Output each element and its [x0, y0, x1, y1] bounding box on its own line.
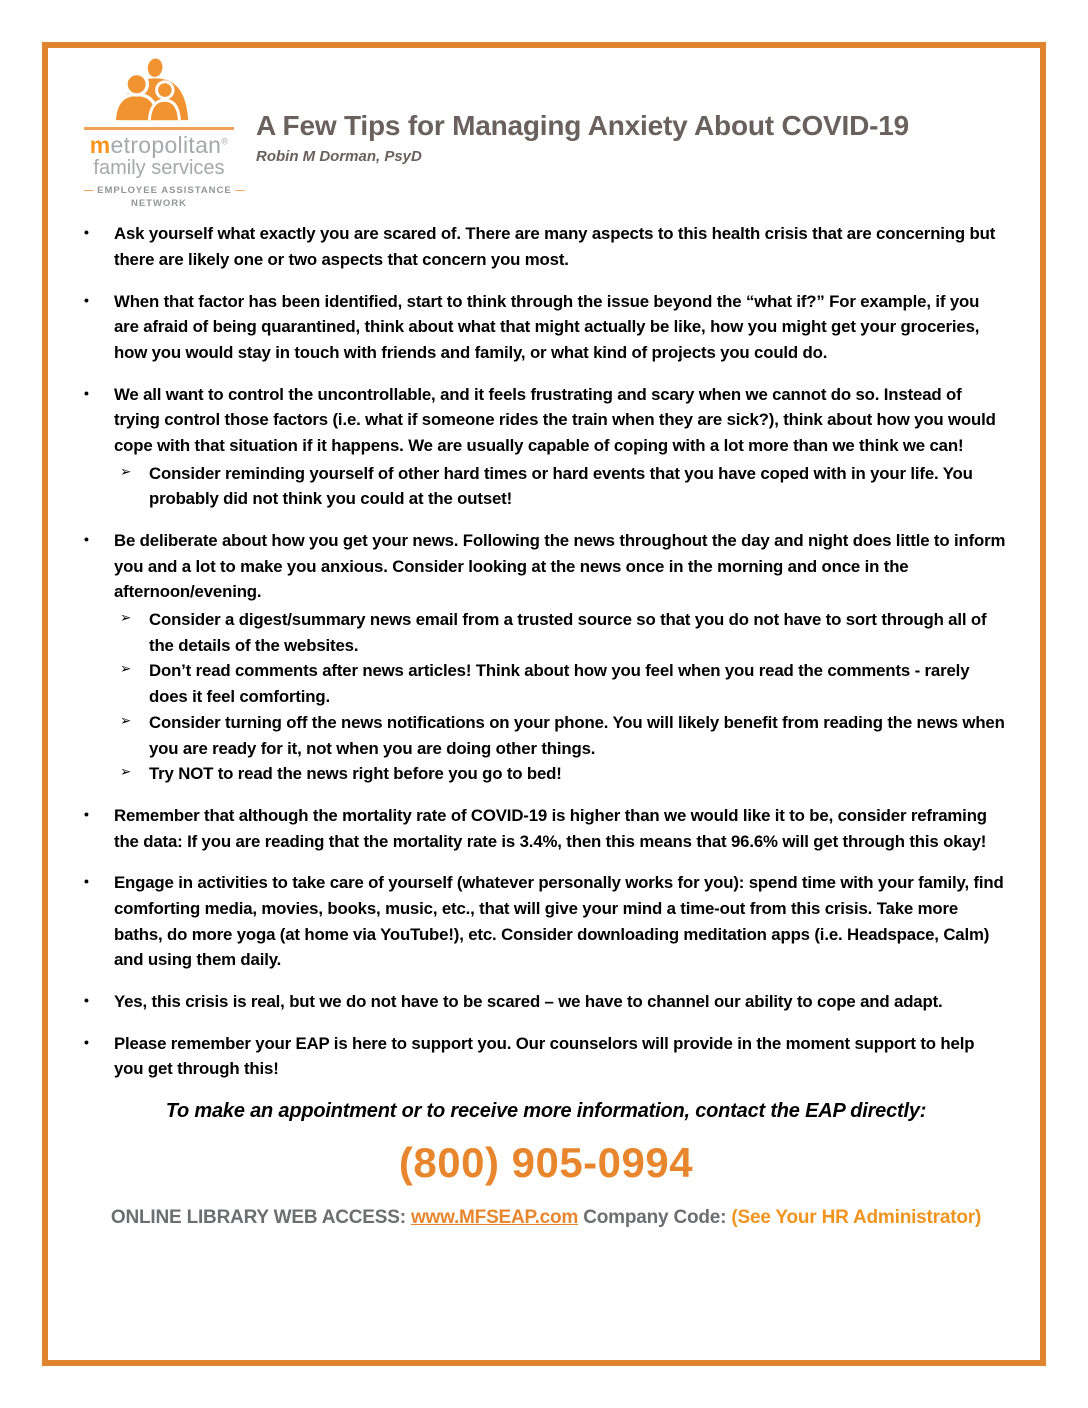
registered-mark: ®: [221, 136, 229, 147]
author-byline: Robin M Dorman, PsyD: [256, 148, 422, 165]
sub-list-item: [120, 710, 1008, 761]
tip-text: Yes, this crisis is real, but we do not have to be scared – we have to channel our ability to cope and adapt.: [114, 992, 943, 1012]
arrow-bullet-icon: ➢: [120, 463, 132, 480]
logo-brand-initial: m: [89, 132, 111, 158]
sub-tip-text: Don’t read comments after news articles! Think about how you feel when you read the comments - rarely does it feel comforting.: [149, 661, 970, 707]
company-code-label: Company Code:: [578, 1207, 732, 1229]
sub-tip-text: Try NOT to read the news right before you go to bed!: [149, 764, 562, 784]
bullet-icon: •: [84, 531, 89, 548]
bullet-icon: •: [84, 873, 89, 890]
sub-list-item: [120, 761, 1008, 787]
tip-text: We all want to control the uncontrollable, and it feels frustrating and scary when we cannot do so. Instead of trying control those factors (i.e. what if someone rides the train when they are sick?), think about how you would cope with that situation if it happens. We are usually capable of coping with a lot more than we think we can!: [114, 384, 996, 455]
tagline-dash-left: —: [84, 185, 94, 197]
bullet-icon: •: [84, 1033, 89, 1050]
list-item: [84, 1031, 1008, 1082]
library-url-link[interactable]: www.MFSEAP.com: [410, 1207, 579, 1229]
logo-tagline-line2: NETWORK: [130, 198, 188, 210]
footer-access-line: [84, 1207, 1008, 1229]
logo-brand-rest: etropolitan: [110, 132, 222, 158]
sub-list: [84, 607, 1008, 787]
sub-list-item: [120, 461, 1008, 512]
bullet-icon: •: [84, 384, 89, 401]
logo-brand-name: [84, 133, 234, 157]
arrow-bullet-icon: ➢: [120, 610, 132, 627]
header: [84, 54, 1008, 209]
tip-text: Engage in activities to take care of yourself (whatever personally works for you): spend time with your family, find comforting media, movies, books, music, etc., that will give your mind a time-out from this crisis. Take more baths, do more yoga (at home via YouTube!), etc. Consider downloading meditation apps (i.e. Headspace, Calm) and using them daily.: [114, 873, 1004, 970]
appointment-instruction: To make an appointment or to receive more information, contact the EAP directly:: [165, 1100, 927, 1123]
list-item: [84, 870, 1008, 973]
list-item: [84, 382, 1008, 512]
tip-text: Remember that although the mortality rate of COVID-19 is higher than we would like it to be, consider reframing the data: If you are reading that the mortality rate is 3.4%, then this means that 96.6% will get through this okay!: [114, 805, 987, 851]
eap-phone-number: (800) 905-0994: [398, 1139, 694, 1187]
arrow-bullet-icon: ➢: [120, 712, 132, 729]
sub-list-item: [120, 607, 1008, 658]
tip-text: Be deliberate about how you get your news. Following the news throughout the day and night does little to inform you and a lot to make you anxious. Consider looking at the news once in the morning and once in the afternoon/evening.: [114, 531, 1006, 602]
tips-list: [84, 221, 1008, 1082]
bullet-icon: •: [84, 291, 89, 308]
page-border: [42, 42, 1046, 1366]
list-item: [84, 803, 1008, 854]
sub-list: [84, 461, 1008, 512]
sub-tip-text: Consider a digest/summary news email from a trusted source so that you do not have to sort through all of the details of the websites.: [149, 610, 987, 655]
tip-text: When that factor has been identified, start to think through the issue beyond the “what if?” For example, if you are afraid of being quarantined, think about what that might actually be like, how you might get your groceries, how you would stay in touch with friends and family, or what kind of projects you could do.: [114, 291, 980, 362]
family-icon: [107, 58, 212, 126]
sub-tip-text: Consider reminding yourself of other hard times or hard events that you have coped with in your life. You probably did not think you could at the outset!: [149, 463, 973, 509]
arrow-bullet-icon: ➢: [120, 764, 132, 781]
tagline-text: EMPLOYEE ASSISTANCE: [97, 185, 232, 197]
list-item: [84, 221, 1008, 272]
org-logo: [84, 54, 245, 210]
bullet-icon: •: [84, 805, 89, 822]
bullet-icon: •: [84, 224, 89, 241]
company-code-value: (See Your HR Administrator): [731, 1207, 982, 1229]
list-item: [84, 989, 1008, 1015]
sub-tip-text: Consider turning off the news notifications on your phone. You will likely benefit from reading the news when you are ready for it, not when you are doing other things.: [149, 712, 1005, 758]
list-item: [84, 528, 1008, 787]
library-access-label: ONLINE LIBRARY WEB ACCESS:: [110, 1207, 411, 1229]
logo-divider: [84, 127, 234, 130]
list-item: [84, 289, 1008, 366]
page-title: A Few Tips for Managing Anxiety About COVID-19: [256, 110, 909, 141]
bullet-icon: •: [84, 992, 89, 1009]
arrow-bullet-icon: ➢: [120, 661, 132, 678]
tip-text: Ask yourself what exactly you are scared of. There are many aspects to this health crisis that are concerning but there are likely one or two aspects that concern you most.: [114, 224, 996, 269]
tagline-dash-right: —: [235, 185, 245, 197]
logo-brand-line2: family services: [93, 157, 225, 180]
logo-tagline: [84, 185, 245, 197]
sub-list-item: [120, 658, 1008, 709]
title-block: [234, 54, 909, 209]
tip-text: Please remember your EAP is here to support you. Our counselors will provide in the moment support to help you get through this!: [114, 1033, 975, 1079]
